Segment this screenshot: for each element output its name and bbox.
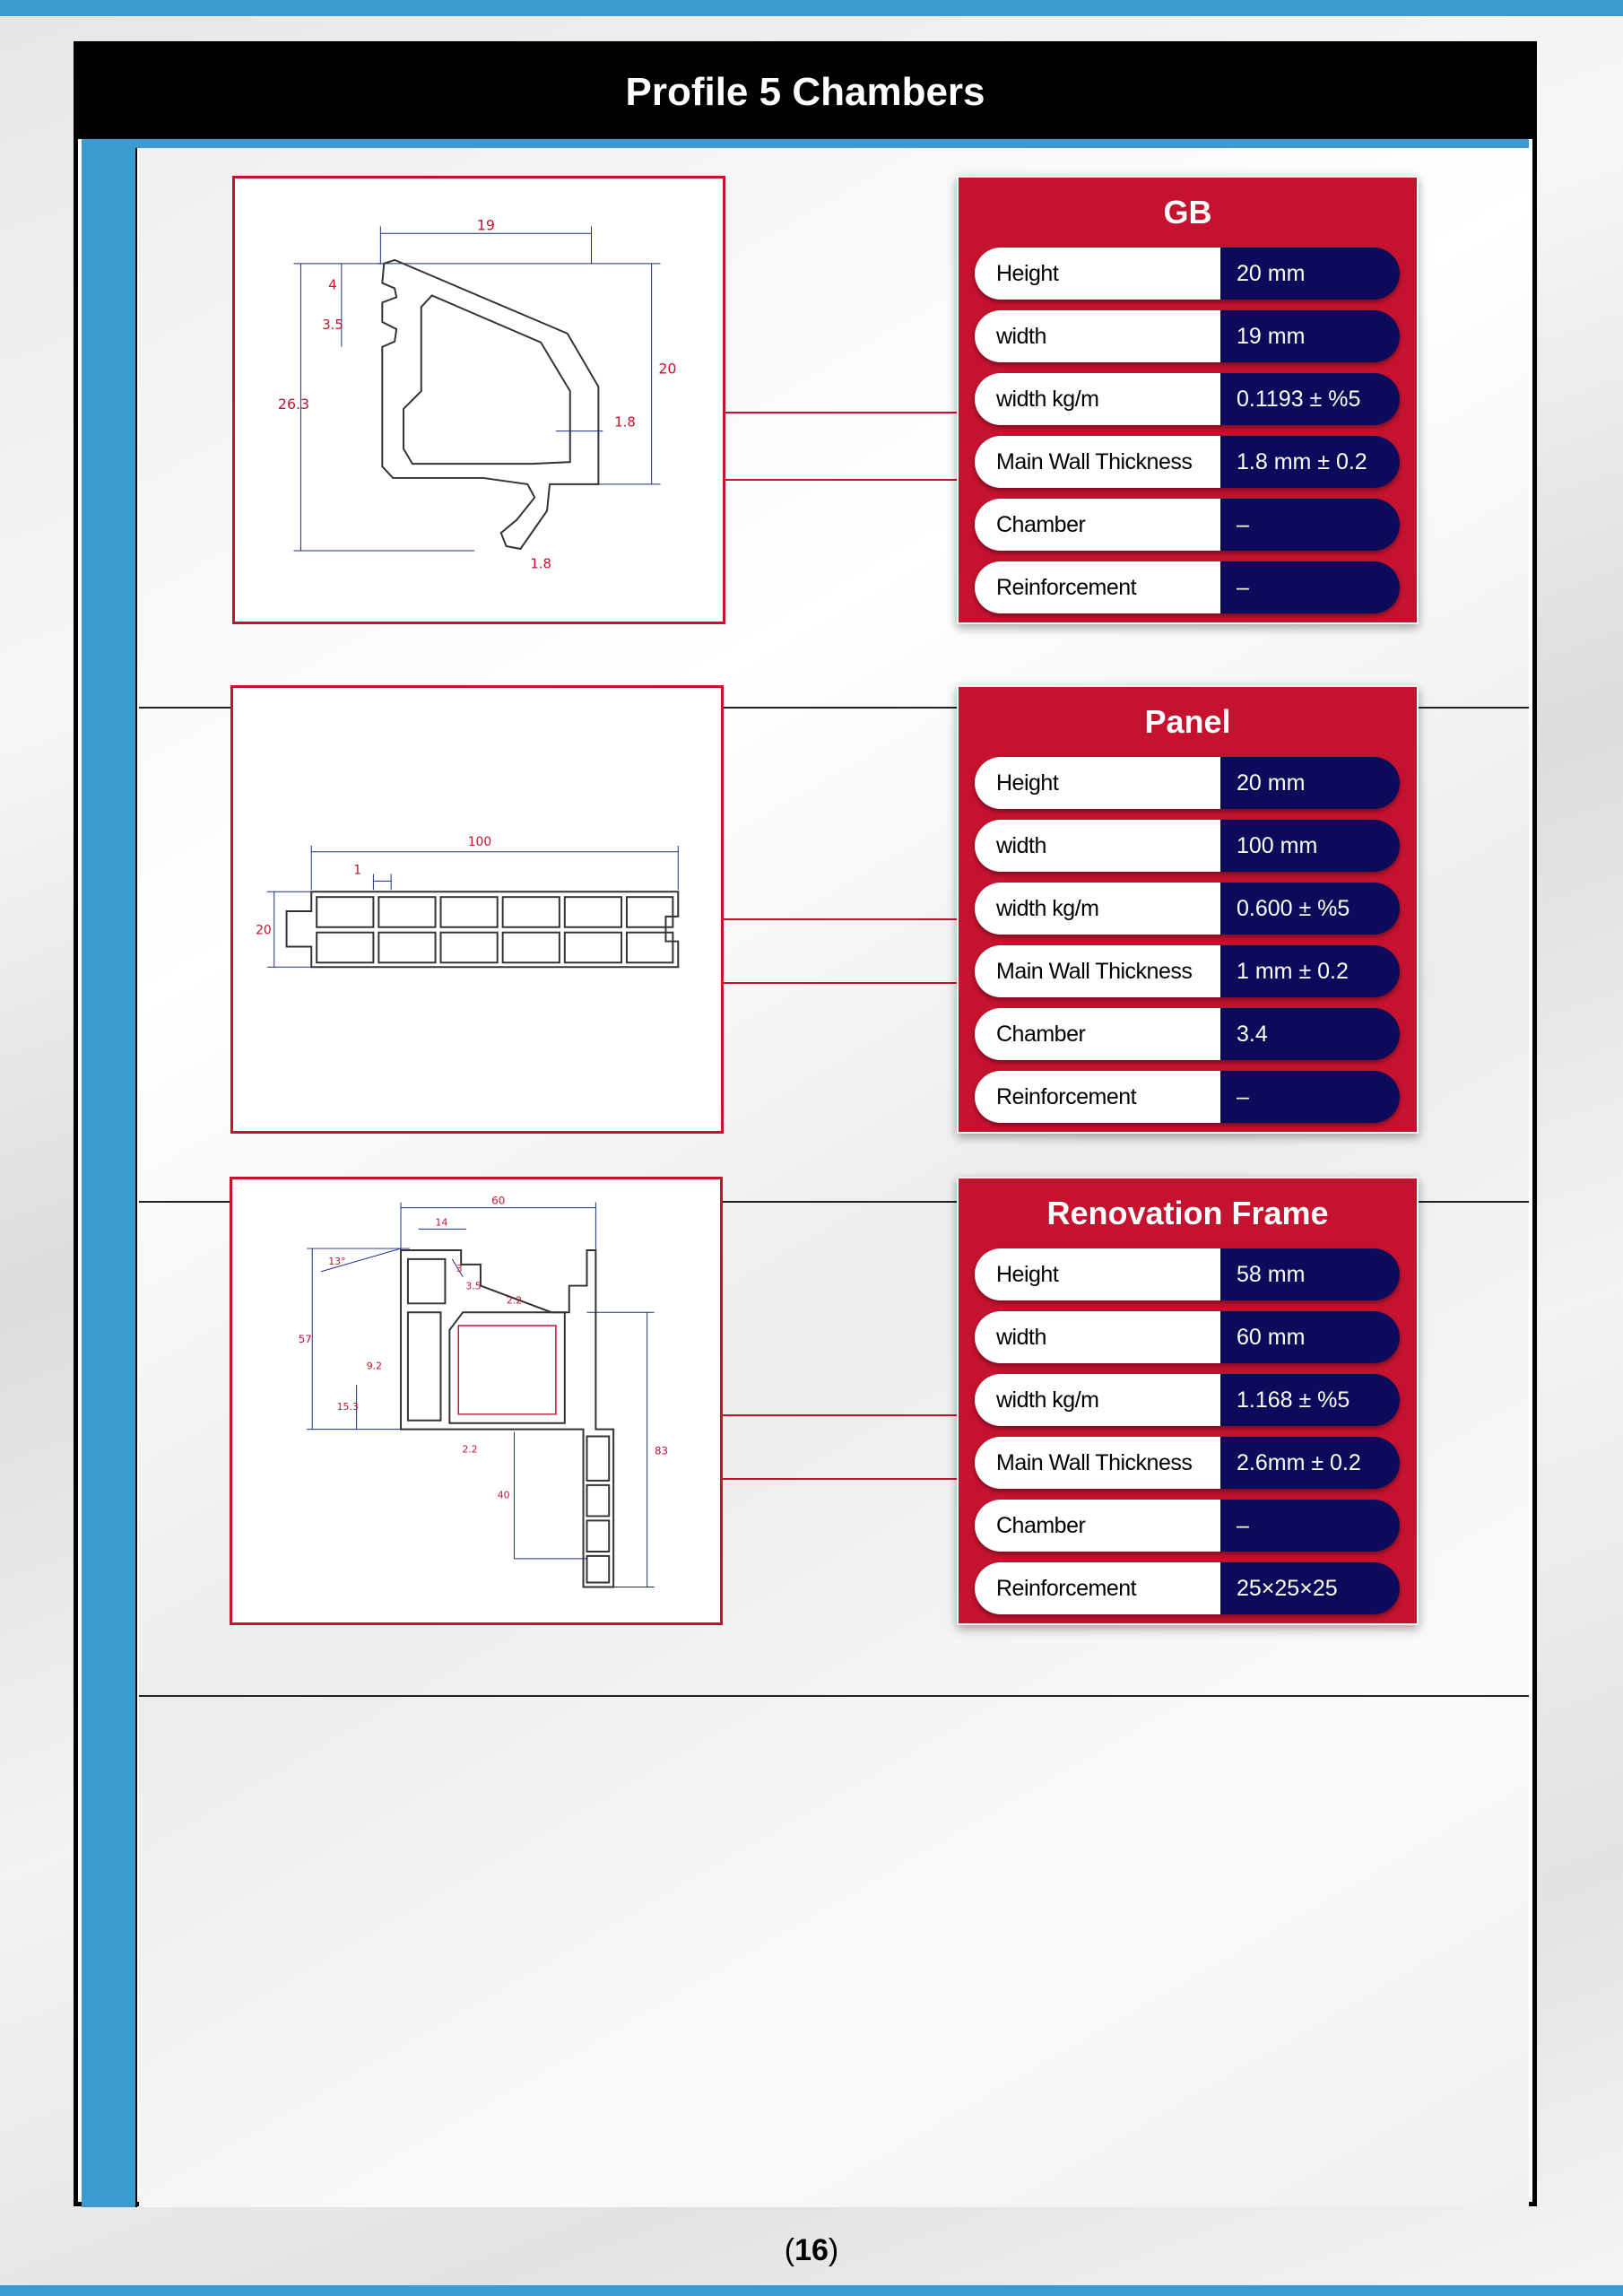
spec-value: 1.8 mm ± 0.2 — [1220, 436, 1400, 488]
spec-label: Chamber — [975, 499, 1220, 551]
panel-drawing — [230, 685, 724, 1134]
spec-value: 3.4 — [1220, 1008, 1400, 1060]
side-stripe — [82, 148, 137, 2207]
spec-value: – — [1220, 1071, 1400, 1123]
frame-connector-bottom — [723, 1478, 957, 1480]
gb-spec-width — [975, 310, 1400, 362]
frame-spec-wall-thickness — [975, 1437, 1400, 1489]
frame-spec-reinforcement — [975, 1562, 1400, 1614]
frame-dim-d: 9.2 — [366, 1360, 383, 1372]
spec-label: Chamber — [975, 1500, 1220, 1552]
frame-spec-weight — [975, 1374, 1400, 1426]
panel-spec-width — [975, 820, 1400, 872]
panel-spec-reinforcement — [975, 1071, 1400, 1123]
spec-label: width — [975, 1311, 1220, 1363]
gb-spec-wall-thickness — [975, 436, 1400, 488]
spec-label: Reinforcement — [975, 1071, 1220, 1123]
frame-dim-height: 57 — [298, 1332, 312, 1345]
gb-spec-reinforcement — [975, 561, 1400, 613]
panel-spec-weight — [975, 883, 1400, 935]
gb-connector-top — [725, 412, 957, 413]
renovation-frame-spec-title: Renovation Frame — [1046, 1195, 1329, 1231]
renovation-frame-drawing — [230, 1177, 723, 1625]
gb-spec-title: GB — [1163, 194, 1212, 230]
frame-dim-lip: 14 — [435, 1216, 448, 1229]
gb-dim-wall: 1.8 — [614, 414, 636, 430]
row-separator — [139, 1695, 1529, 1697]
spec-value: – — [1220, 1500, 1400, 1552]
gb-dim-foot: 1.8 — [530, 556, 551, 572]
title-underline — [82, 139, 1529, 148]
gb-dim-total-height: 26.3 — [277, 395, 310, 413]
spec-label: Height — [975, 248, 1220, 300]
spec-value: 1 mm ± 0.2 — [1220, 945, 1400, 997]
spec-label: Main Wall Thickness — [975, 1437, 1220, 1489]
frame-dim-e: 15.3 — [336, 1400, 359, 1413]
frame-dim-c: 2.2 — [506, 1294, 523, 1307]
spec-value: 1.168 ± %5 — [1220, 1374, 1400, 1426]
spec-label: Reinforcement — [975, 561, 1220, 613]
page-number: (16) — [784, 2233, 839, 2267]
spec-label: Height — [975, 757, 1220, 809]
frame-dim-width: 60 — [491, 1194, 506, 1207]
spec-value: 60 mm — [1220, 1311, 1400, 1363]
spec-label: Height — [975, 1248, 1220, 1300]
spec-label: width kg/m — [975, 1374, 1220, 1426]
renovation-frame-spec-card — [957, 1177, 1419, 1625]
bottom-accent-bar — [0, 2285, 1623, 2296]
frame-dim-b: 3.5 — [465, 1280, 482, 1292]
panel-cross-section-drawing — [233, 688, 721, 1131]
page-title: Profile 5 Chambers — [78, 46, 1532, 139]
spec-label: Main Wall Thickness — [975, 945, 1220, 997]
panel-connector-top — [724, 918, 957, 920]
spec-value: 58 mm — [1220, 1248, 1400, 1300]
panel-spec-chamber — [975, 1008, 1400, 1060]
frame-dim-a: 3 — [456, 1262, 463, 1274]
gb-connector-bottom — [725, 479, 957, 481]
gb-cross-section-drawing — [235, 178, 723, 622]
gb-spec-card — [957, 176, 1419, 624]
spec-label: width kg/m — [975, 883, 1220, 935]
spec-value: 0.600 ± %5 — [1220, 883, 1400, 935]
spec-label: Chamber — [975, 1008, 1220, 1060]
spec-value: – — [1220, 561, 1400, 613]
spec-label: width — [975, 310, 1220, 362]
frame-spec-width — [975, 1311, 1400, 1363]
gb-dim-slot: 3.5 — [322, 317, 343, 333]
frame-spec-chamber — [975, 1500, 1400, 1552]
gb-spec-height — [975, 248, 1400, 300]
panel-spec-card — [957, 685, 1419, 1134]
spec-value: 0.1193 ± %5 — [1220, 373, 1400, 425]
content-area — [139, 148, 1529, 2207]
panel-spec-wall-thickness — [975, 945, 1400, 997]
spec-label: width kg/m — [975, 373, 1220, 425]
page-number-value: 16 — [794, 2233, 829, 2267]
spec-value: 2.6mm ± 0.2 — [1220, 1437, 1400, 1489]
frame-dim-g: 40 — [497, 1489, 510, 1501]
gb-drawing — [232, 176, 725, 624]
panel-spec-height — [975, 757, 1400, 809]
spec-label: width — [975, 820, 1220, 872]
spec-value: 100 mm — [1220, 820, 1400, 872]
gb-dim-top: 4 — [328, 277, 337, 293]
spec-value: 20 mm — [1220, 248, 1400, 300]
top-accent-bar — [0, 0, 1623, 16]
frame-dim-h: 2.2 — [462, 1443, 478, 1456]
spec-label: Main Wall Thickness — [975, 436, 1220, 488]
frame-connector-top — [723, 1414, 957, 1416]
gb-dim-width: 19 — [476, 216, 495, 234]
spec-value: 20 mm — [1220, 757, 1400, 809]
spec-value: 25×25×25 — [1220, 1562, 1400, 1614]
panel-dim-width: 100 — [467, 834, 492, 849]
spec-value: – — [1220, 499, 1400, 551]
panel-dim-height: 20 — [256, 923, 272, 938]
spec-label: Reinforcement — [975, 1562, 1220, 1614]
gb-dim-height: 20 — [658, 360, 677, 378]
spec-value: 19 mm — [1220, 310, 1400, 362]
page-frame — [74, 41, 1537, 2206]
gb-spec-weight — [975, 373, 1400, 425]
frame-dim-angle: 13° — [328, 1255, 346, 1267]
renovation-frame-cross-section-drawing — [232, 1179, 720, 1622]
frame-dim-f: 83 — [654, 1444, 669, 1457]
panel-spec-title: Panel — [1144, 703, 1231, 740]
gb-spec-chamber — [975, 499, 1400, 551]
panel-dim-wall: 1 — [353, 863, 362, 878]
frame-spec-height — [975, 1248, 1400, 1300]
panel-connector-bottom — [724, 982, 957, 984]
